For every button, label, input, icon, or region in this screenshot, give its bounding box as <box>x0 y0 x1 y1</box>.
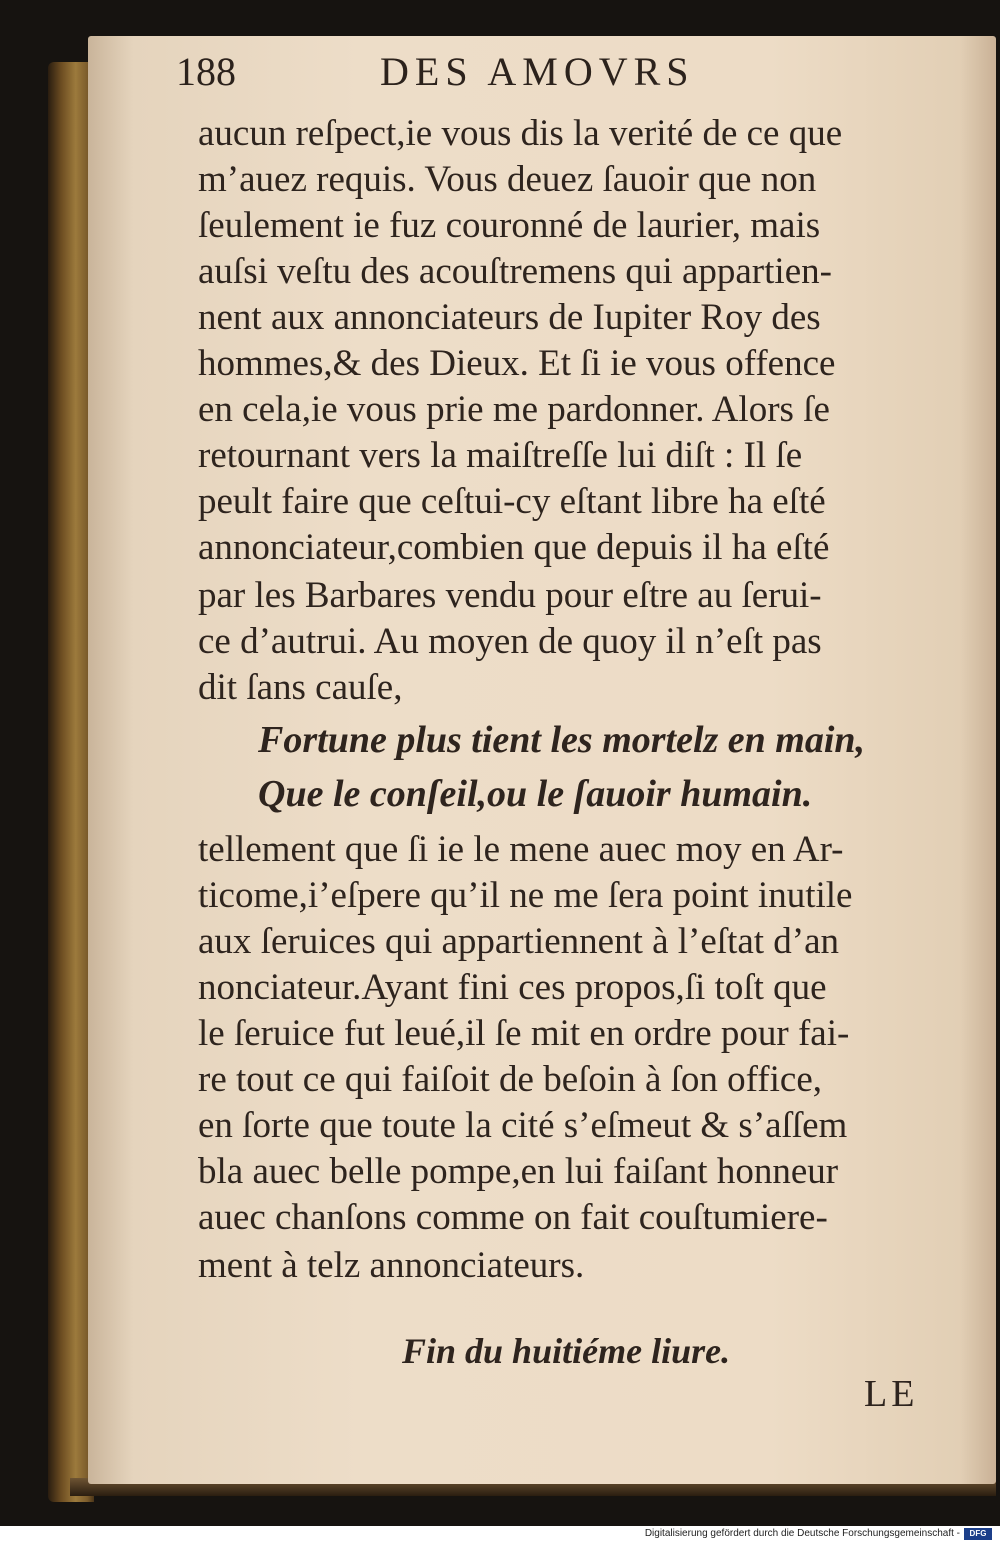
body-line: ment à telz annonciateurs. <box>198 1245 585 1286</box>
body-line: nent aux annonciateurs de Iupiter Roy des <box>198 297 821 338</box>
body-line: m’auez requis. Vous deuez ſauoir que non <box>198 159 817 200</box>
body-line: annonciateur,combien que depuis il ha eſté <box>198 527 830 568</box>
body-line: retournant vers la maiſtreſſe lui diſt : Il ſe <box>198 435 803 476</box>
body-line: re tout ce qui faiſoit de beſoin à ſon office, <box>198 1059 822 1100</box>
body-line: auſsi veſtu des acouſtremens qui appartien- <box>198 251 832 292</box>
page-number: 188 <box>176 49 236 94</box>
body-line: aux ſeruices qui appartiennent à l’eſtat d’an <box>198 921 840 962</box>
body-line: en ſorte que toute la cité s’eſmeut & s’aſſem <box>198 1105 848 1146</box>
catchword: LE <box>864 1373 919 1415</box>
running-title: DES AMOVRS <box>380 49 695 94</box>
body-line: hommes,& des Dieux. Et ſi ie vous offence <box>198 343 836 384</box>
body-line: ce d’autrui. Au moyen de quoy il n’eſt pas <box>198 621 822 662</box>
body-line: auec chanſons comme on fait couſtumiere- <box>198 1197 828 1238</box>
end-of-book-colophon: Fin du huitiéme liure. <box>402 1331 731 1371</box>
body-line: ticome,i’eſpere qu’il ne me ſera point inutile <box>198 875 853 916</box>
body-line: en cela,ie vous prie me pardonner. Alors ſe <box>198 389 830 430</box>
body-line: aucun reſpect,ie vous dis la verité de ce que <box>198 113 843 154</box>
body-line: par les Barbares vendu pour eſtre au ſerui- <box>198 575 822 616</box>
body-line: bla auec belle pompe,en lui faiſant honneur <box>198 1151 839 1192</box>
funding-note: Digitalisierung gefördert durch die Deutsche Forschungsgemeinschaft - <box>644 1528 960 1539</box>
body-line: nonciateur.Ayant fini ces propos,ſi toſt que <box>198 967 827 1008</box>
body-line: ſeulement ie fuz couronné de laurier, mais <box>198 205 821 246</box>
verse-line: Fortune plus tient les mortelz en main, <box>258 719 866 761</box>
body-line: peult faire que ceſtui-cy eſtant libre ha eſté <box>198 481 826 522</box>
body-line: dit ſans cauſe, <box>198 667 403 708</box>
verse-line: Que le conſeil,ou le ſauoir humain. <box>258 773 813 815</box>
body-line: tellement que ſi ie le mene auec moy en Ar- <box>198 829 844 870</box>
body-line: le ſeruice fut leué,il ſe mit en ordre pour fai- <box>198 1013 850 1054</box>
dfg-logo: DFG <box>964 1528 992 1540</box>
